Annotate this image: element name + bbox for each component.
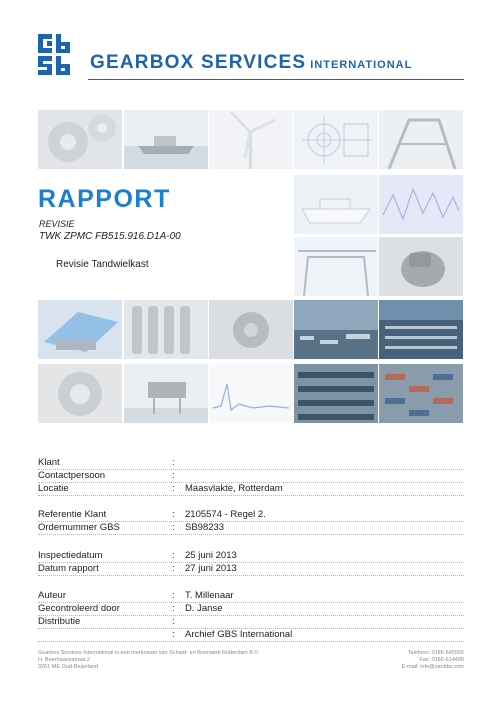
revision-label: REVISIE (39, 219, 75, 229)
gear-photo (38, 110, 122, 169)
detail-value: D. Janse (185, 603, 223, 614)
detail-label: Locatie (38, 483, 69, 494)
detail-row (38, 482, 464, 495)
spectrum-graph-photo (209, 364, 293, 423)
container-crane-photo (294, 237, 378, 296)
detail-row (38, 456, 464, 469)
detail-label: Gecontroleerd door (38, 603, 120, 614)
detail-label: Ordernummer GBS (38, 522, 120, 533)
detail-colon: : (172, 550, 175, 561)
gear-wheel-photo (38, 364, 122, 423)
company-suffix: INTERNATIONAL (310, 59, 413, 71)
footer-line: Gearbox Services International is een merknaam van Schaaf- en Boorwerk Rotterdam B.V. (38, 650, 260, 656)
gbs-logo-mark (36, 30, 78, 78)
footer-email[interactable]: E-mail: info@sanbbv.com (401, 664, 464, 670)
footer-line: 3261 ME Oud-Beijerland (38, 664, 99, 670)
detail-colon: : (172, 590, 175, 601)
report-title: RAPPORT (38, 185, 171, 213)
dotted-rule (38, 495, 464, 496)
detail-label: Distributie (38, 616, 81, 627)
detail-value: 2105574 - Regel 2. (185, 509, 266, 520)
detail-row (38, 562, 464, 575)
conveyor-photo (294, 364, 378, 423)
detail-value: Maasvlakte, Rotterdam (185, 483, 283, 494)
vibration-chart-photo (379, 175, 463, 234)
detail-row (38, 589, 464, 602)
header-rule (88, 79, 464, 80)
detail-colon: : (172, 470, 175, 481)
detail-colon: : (172, 522, 175, 533)
detail-row (38, 628, 464, 641)
yacht-photo (294, 175, 378, 234)
dotted-rule (38, 575, 464, 576)
detail-value: T. Millenaar (185, 590, 234, 601)
detail-label: Referentie Klant (38, 509, 107, 520)
detail-label: Contactpersoon (38, 470, 106, 481)
footer-contact (382, 650, 464, 671)
report-subject: Revisie Tandwielkast (56, 259, 149, 270)
dotted-rule (38, 641, 464, 642)
detail-row (38, 469, 464, 482)
detail-colon: : (172, 603, 175, 614)
mechanism-photo (209, 300, 293, 359)
detail-colon: : (172, 457, 175, 468)
detail-label: Auteur (38, 590, 66, 601)
detail-label: Klant (38, 457, 60, 468)
bearing-photo (124, 300, 208, 359)
footer-phone: Telefoon: 0186-645555 (407, 650, 464, 656)
offshore-platform-photo (124, 364, 208, 423)
detail-row (38, 521, 464, 534)
company-wordmark (90, 52, 412, 74)
wind-turbine-photo (209, 110, 293, 169)
company-name: GEARBOX SERVICES (90, 52, 307, 73)
footer-line: H. Boerhaavestraat 2 (38, 657, 90, 663)
detail-row (38, 508, 464, 521)
blue-machine-photo (38, 300, 122, 359)
gear-detail-photo (294, 300, 378, 359)
detail-colon: : (172, 629, 175, 640)
detail-value: SB98233 (185, 522, 225, 533)
detail-colon: : (172, 483, 175, 494)
detail-value: Archief GBS International (185, 629, 293, 640)
footer-fax: Fax: 0186-614490 (419, 657, 464, 663)
detail-label: Datum rapport (38, 563, 99, 574)
container-yard-photo (379, 364, 463, 423)
detail-value: 27 juni 2013 (185, 563, 237, 574)
detail-row (38, 602, 464, 615)
detail-colon: : (172, 563, 175, 574)
detail-colon: : (172, 616, 175, 627)
detail-value: 25 juni 2013 (185, 550, 237, 561)
gloved-hand-photo (379, 237, 463, 296)
detail-colon: : (172, 509, 175, 520)
ship-photo (124, 110, 208, 169)
detail-row (38, 549, 464, 562)
revision-code: TWK ZPMC FB515.916.D1A-00 (39, 231, 181, 242)
footer-address (38, 650, 259, 671)
dotted-rule (38, 534, 464, 535)
detail-row (38, 615, 464, 628)
detail-label: Inspectiedatum (38, 550, 103, 561)
technical-drawing-photo (294, 110, 378, 169)
port-aerial-photo (379, 300, 463, 359)
crane-structure-photo (379, 110, 463, 169)
